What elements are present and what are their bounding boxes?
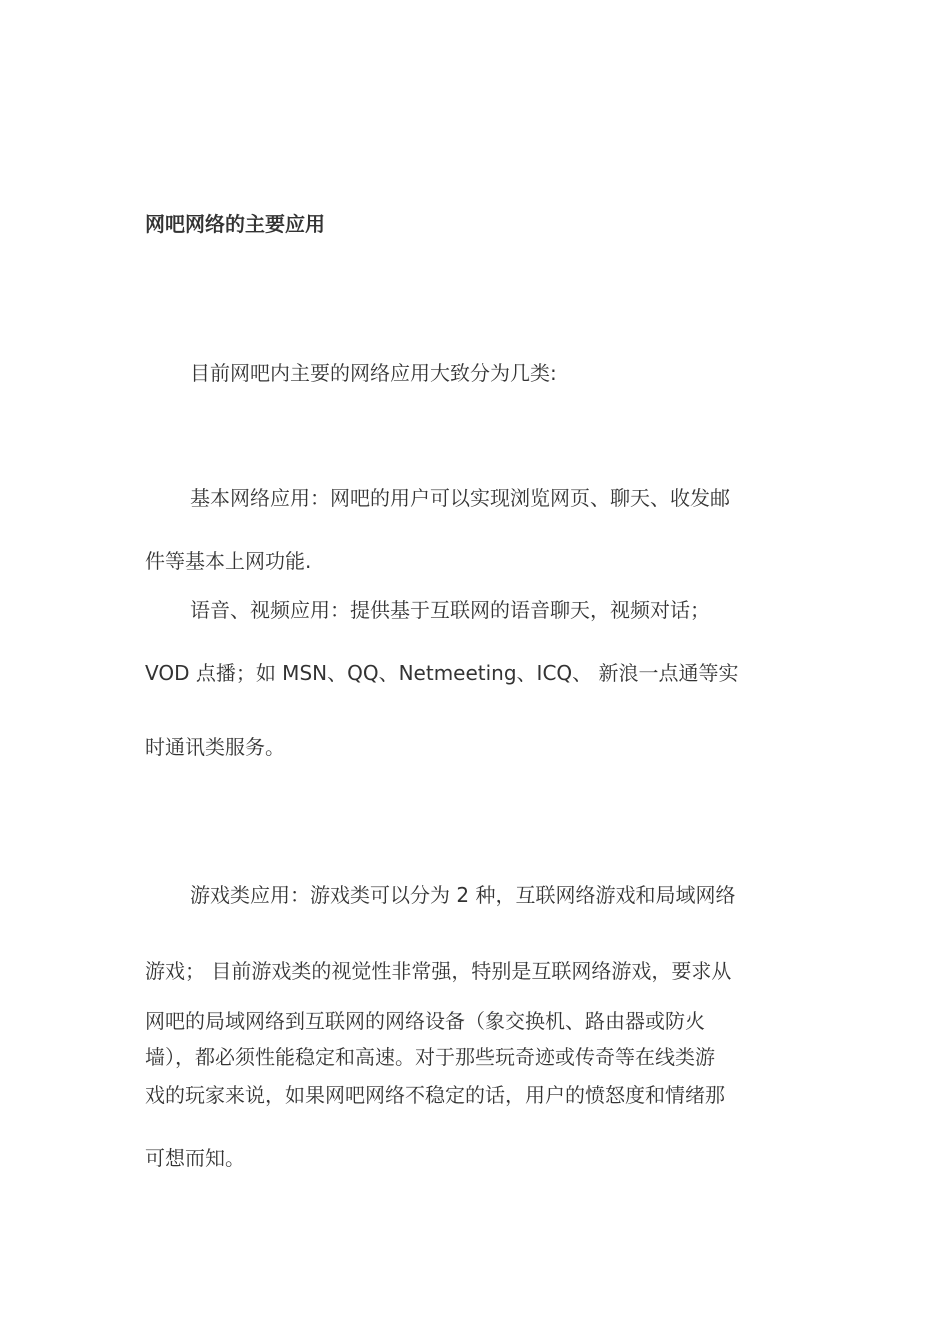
- paragraph-line: 游戏类应用：游戏类可以分为 2 种，互联网络游戏和局域网络: [190, 883, 736, 907]
- paragraph-line: VOD 点播；如 MSN、QQ、Netmeeting、ICQ、 新浪一点通等实: [145, 661, 739, 685]
- paragraph-line: 网吧的局域网络到互联网的网络设备（象交换机、路由器或防火: [145, 1009, 705, 1033]
- paragraph-line: 语音、视频应用：提供基于互联网的语音聊天，视频对话；: [190, 598, 710, 622]
- document-title: 网吧网络的主要应用: [145, 212, 325, 236]
- paragraph-line: 件等基本上网功能.: [145, 549, 312, 573]
- intro-paragraph: 目前网吧内主要的网络应用大致分为几类:: [190, 361, 557, 385]
- paragraph-line: 戏的玩家来说，如果网吧网络不稳定的话，用户的愤怒度和情绪那: [145, 1083, 725, 1107]
- paragraph-line: 游戏； 目前游戏类的视觉性非常强，特别是互联网络游戏，要求从: [145, 959, 732, 983]
- paragraph-line: 时通讯类服务。: [145, 735, 285, 759]
- paragraph-line: 基本网络应用：网吧的用户可以实现浏览网页、聊天、收发邮: [190, 486, 730, 510]
- paragraph-line: 可想而知。: [145, 1146, 245, 1170]
- paragraph-line: 墙），都必须性能稳定和高速。对于那些玩奇迹或传奇等在线类游: [145, 1045, 715, 1069]
